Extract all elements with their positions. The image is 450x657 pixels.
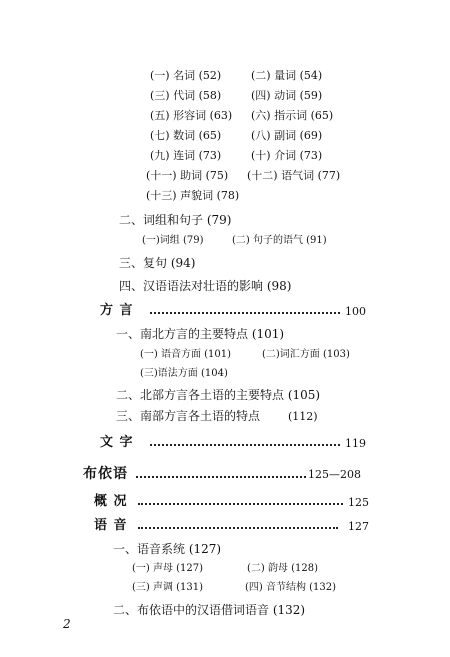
toc-entry: (八) 副词 (69)	[251, 129, 323, 142]
toc-section: 二、布依语中的汉语借词语音 (132)	[113, 603, 306, 617]
toc-section: 三、复句 (94)	[119, 256, 196, 270]
toc-entry: (三) 声调 (131)	[132, 582, 204, 593]
chapter-title: 方 言	[100, 303, 134, 318]
toc-section: 一、语音系统 (127)	[113, 542, 222, 556]
toc-entry: (二)词汇方面 (103)	[262, 349, 350, 360]
leader-dots	[150, 444, 340, 446]
chapter-title: 文 字	[100, 435, 134, 450]
page-mark: 2	[63, 617, 71, 631]
toc-section: 二、北部方言各土语的主要特点 (105)	[116, 388, 321, 402]
toc-entry: (七) 数词 (65)	[150, 129, 222, 142]
leader-dots	[150, 312, 340, 314]
toc-section: 二、词组和句子 (79)	[119, 213, 232, 227]
page-number: 125	[348, 496, 369, 509]
toc-entry: (二) 量词 (54)	[251, 69, 323, 82]
toc-entry: (三)语法方面 (104)	[140, 368, 228, 379]
toc-section: 四、汉语语法对壮语的影响 (98)	[119, 279, 292, 293]
toc-section: 三、南部方言各土语的特点	[116, 409, 261, 423]
toc-entry: (九) 连词 (73)	[150, 149, 222, 162]
chapter-title: 语 音	[94, 518, 128, 533]
toc-entry: (六) 指示词 (65)	[251, 109, 334, 122]
page-number: 125—208	[308, 468, 361, 481]
toc-entry: (三) 代词 (58)	[150, 89, 222, 102]
toc-entry: (二) 句子的语气 (91)	[232, 235, 327, 246]
leader-dots	[136, 476, 306, 478]
toc-entry: (一) 语音方面 (101)	[140, 349, 232, 360]
toc-entry: (五) 形容词 (63)	[150, 109, 233, 122]
toc-entry: (十一) 助词 (75)	[146, 169, 229, 182]
toc-section: 一、南北方言的主要特点 (101)	[116, 327, 285, 341]
toc-entry: (二) 韵母 (128)	[247, 563, 319, 574]
page-number: 119	[345, 437, 366, 450]
page-number: 100	[345, 305, 366, 318]
page-number: 127	[348, 520, 369, 533]
leader-dots	[138, 503, 343, 505]
toc-entry: (四) 动词 (59)	[251, 89, 323, 102]
leader-dots	[138, 527, 338, 529]
part-title: 布依语	[83, 466, 128, 482]
page-number: (112)	[288, 410, 318, 423]
toc-entry: (一) 声母 (127)	[132, 563, 204, 574]
toc-entry: (一) 名词 (52)	[150, 69, 222, 82]
toc-entry: (四) 音节结构 (132)	[245, 582, 337, 593]
toc-entry: (十三) 声貌词 (78)	[146, 189, 240, 202]
toc-entry: (十) 介词 (73)	[251, 149, 323, 162]
toc-entry: (一)词组 (79)	[142, 235, 204, 246]
chapter-title: 概 况	[94, 494, 128, 509]
toc-entry: (十二) 语气词 (77)	[247, 169, 341, 182]
